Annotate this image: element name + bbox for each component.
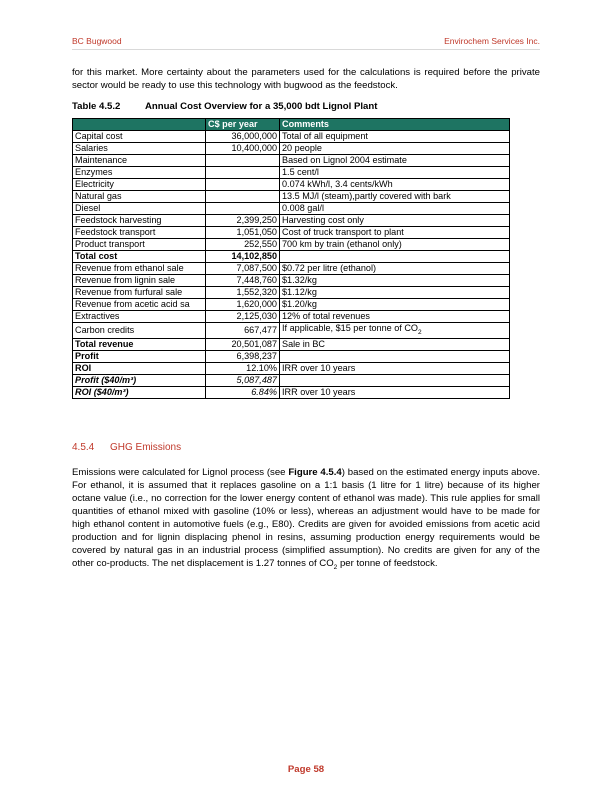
row-item: Revenue from acetic acid sa — [73, 299, 206, 311]
row-item: Total revenue — [73, 338, 206, 350]
row-comment — [280, 323, 510, 339]
table-row — [73, 239, 510, 251]
row-item: Revenue from ethanol sale — [73, 263, 206, 275]
row-comment: Sale in BC — [280, 338, 510, 350]
row-comment: 12% of total revenues — [280, 311, 510, 323]
row-value — [206, 167, 280, 179]
table-row — [73, 191, 510, 203]
figure-reference: Figure 4.5.4 — [288, 467, 342, 478]
row-comment: $1.32/kg — [280, 275, 510, 287]
table-row-roi — [73, 362, 510, 374]
column-header — [73, 119, 206, 131]
subscript: 2 — [418, 328, 422, 336]
row-value: 7,448,760 — [206, 275, 280, 287]
table-caption-number: Table 4.5.2 — [72, 101, 121, 112]
table-row — [73, 227, 510, 239]
row-item: Feedstock transport — [73, 227, 206, 239]
row-item: Diesel — [73, 203, 206, 215]
row-comment: IRR over 10 years — [280, 362, 510, 374]
row-item: ROI ($40/m³) — [73, 386, 206, 398]
row-value: 12.10% — [206, 362, 280, 374]
row-comment — [280, 251, 510, 263]
row-item: ROI — [73, 362, 206, 374]
row-comment: 0.074 kWh/l, 3.4 cents/kWh — [280, 179, 510, 191]
row-value: 6,398,237 — [206, 350, 280, 362]
row-item: Revenue from furfural sale — [73, 287, 206, 299]
row-value: 2,125,030 — [206, 311, 280, 323]
table-row-roi-40 — [73, 386, 510, 398]
table-row-profit-40 — [73, 374, 510, 386]
row-item: Extractives — [73, 311, 206, 323]
row-value — [206, 179, 280, 191]
row-item: Feedstock harvesting — [73, 215, 206, 227]
subscript: 2 — [333, 563, 338, 571]
row-value: 7,087,500 — [206, 263, 280, 275]
row-item: Natural gas — [73, 191, 206, 203]
table-row — [73, 275, 510, 287]
row-comment — [280, 374, 510, 386]
table-row — [73, 131, 510, 143]
comment-text: If applicable, $15 per tonne of CO — [282, 323, 418, 333]
row-comment: 13.5 MJ/l (steam),partly covered with bark — [280, 191, 510, 203]
row-comment: IRR over 10 years — [280, 386, 510, 398]
table-caption — [72, 101, 377, 112]
column-header: Comments — [280, 119, 510, 131]
paragraph-text: Emissions were calculated for Lignol process (see — [72, 467, 289, 478]
table-row — [73, 179, 510, 191]
header-right: Envirochem Services Inc. — [444, 36, 540, 46]
row-comment: Total of all equipment — [280, 131, 510, 143]
row-item: Carbon credits — [73, 323, 206, 339]
row-comment: Cost of truck transport to plant — [280, 227, 510, 239]
row-value: 20,501,087 — [206, 338, 280, 350]
row-item: Revenue from lignin sale — [73, 275, 206, 287]
table-caption-title: Annual Cost Overview for a 35,000 bdt Lignol Plant — [145, 101, 378, 112]
table-row — [73, 299, 510, 311]
row-comment: Harvesting cost only — [280, 215, 510, 227]
row-comment: 20 people — [280, 143, 510, 155]
intro-paragraph: for this market. More certainty about the parameters used for the calculations is required before the private sector would be ready to use this technology with bugwood as the feedstock. — [72, 67, 540, 91]
row-value: 36,000,000 — [206, 131, 280, 143]
row-item: Enzymes — [73, 167, 206, 179]
header-divider — [72, 49, 540, 50]
row-value — [206, 191, 280, 203]
row-item: Profit ($40/m³) — [73, 374, 206, 386]
row-comment: $1.20/kg — [280, 299, 510, 311]
table-row — [73, 263, 510, 275]
row-item: Maintenance — [73, 155, 206, 167]
row-value: 1,051,050 — [206, 227, 280, 239]
row-value: 252,550 — [206, 239, 280, 251]
row-item: Electricity — [73, 179, 206, 191]
table-row-profit — [73, 350, 510, 362]
body-paragraph — [72, 466, 540, 574]
table-row — [73, 323, 510, 339]
table-row — [73, 155, 510, 167]
row-comment: 0.008 gal/l — [280, 203, 510, 215]
paragraph-text: per tonne of feedstock. — [337, 558, 438, 569]
table-header-row — [73, 119, 510, 131]
page-header — [72, 36, 540, 50]
header-left: BC Bugwood — [72, 36, 122, 46]
row-comment: $1.12/kg — [280, 287, 510, 299]
cost-table — [72, 118, 510, 399]
row-comment: $0.72 per litre (ethanol) — [280, 263, 510, 275]
table-row — [73, 203, 510, 215]
row-value: 14,102,850 — [206, 251, 280, 263]
section-number: 4.5.4 — [72, 442, 95, 453]
row-value — [206, 155, 280, 167]
row-item: Profit — [73, 350, 206, 362]
section-title: GHG Emissions — [110, 442, 182, 453]
paragraph-text: ) based on the estimated energy inputs above. For ethanol, it is assumed that it replaces gasoline on a 1:1 basis (1 litre for 1 litre) because of its higher octane value (i.e., no correction for the lower energy content of ethanol was made). This rule applies for small quantities of ethanol mixed with gasoline (10% or less), whereas an adjustment would have to be made for high ethanol content in automotive fuels (e.g., E80). Credits are given for avoided emissions from acetic acid production and for lignin displacing phenol in resins, assuming production energy requirements would be covered by natural gas in an industrial process (simplified assumption). No credits are given for any of the other co-products. The net displacement is 1.27 tonnes of CO — [72, 467, 540, 569]
row-comment: 700 km by train (ethanol only) — [280, 239, 510, 251]
row-item: Product transport — [73, 239, 206, 251]
section-heading — [72, 442, 181, 453]
row-value: 2,399,250 — [206, 215, 280, 227]
table-row-total-revenue — [73, 338, 510, 350]
table-row — [73, 167, 510, 179]
table-row — [73, 215, 510, 227]
table-row-total-cost — [73, 251, 510, 263]
table-row — [73, 311, 510, 323]
page-number: Page 58 — [287, 764, 325, 775]
column-header: C$ per year — [206, 119, 280, 131]
row-comment: 1.5 cent/l — [280, 167, 510, 179]
row-value: 10,400,000 — [206, 143, 280, 155]
table-row — [73, 287, 510, 299]
row-comment: Based on Lignol 2004 estimate — [280, 155, 510, 167]
row-item: Capital cost — [73, 131, 206, 143]
row-item: Salaries — [73, 143, 206, 155]
row-comment — [280, 350, 510, 362]
row-value: 1,552,320 — [206, 287, 280, 299]
row-value: 6.84% — [206, 386, 280, 398]
row-value: 5,087,487 — [206, 374, 280, 386]
row-value — [206, 203, 280, 215]
row-item: Total cost — [73, 251, 206, 263]
row-value: 667,477 — [206, 323, 280, 339]
table-row — [73, 143, 510, 155]
row-value: 1,620,000 — [206, 299, 280, 311]
